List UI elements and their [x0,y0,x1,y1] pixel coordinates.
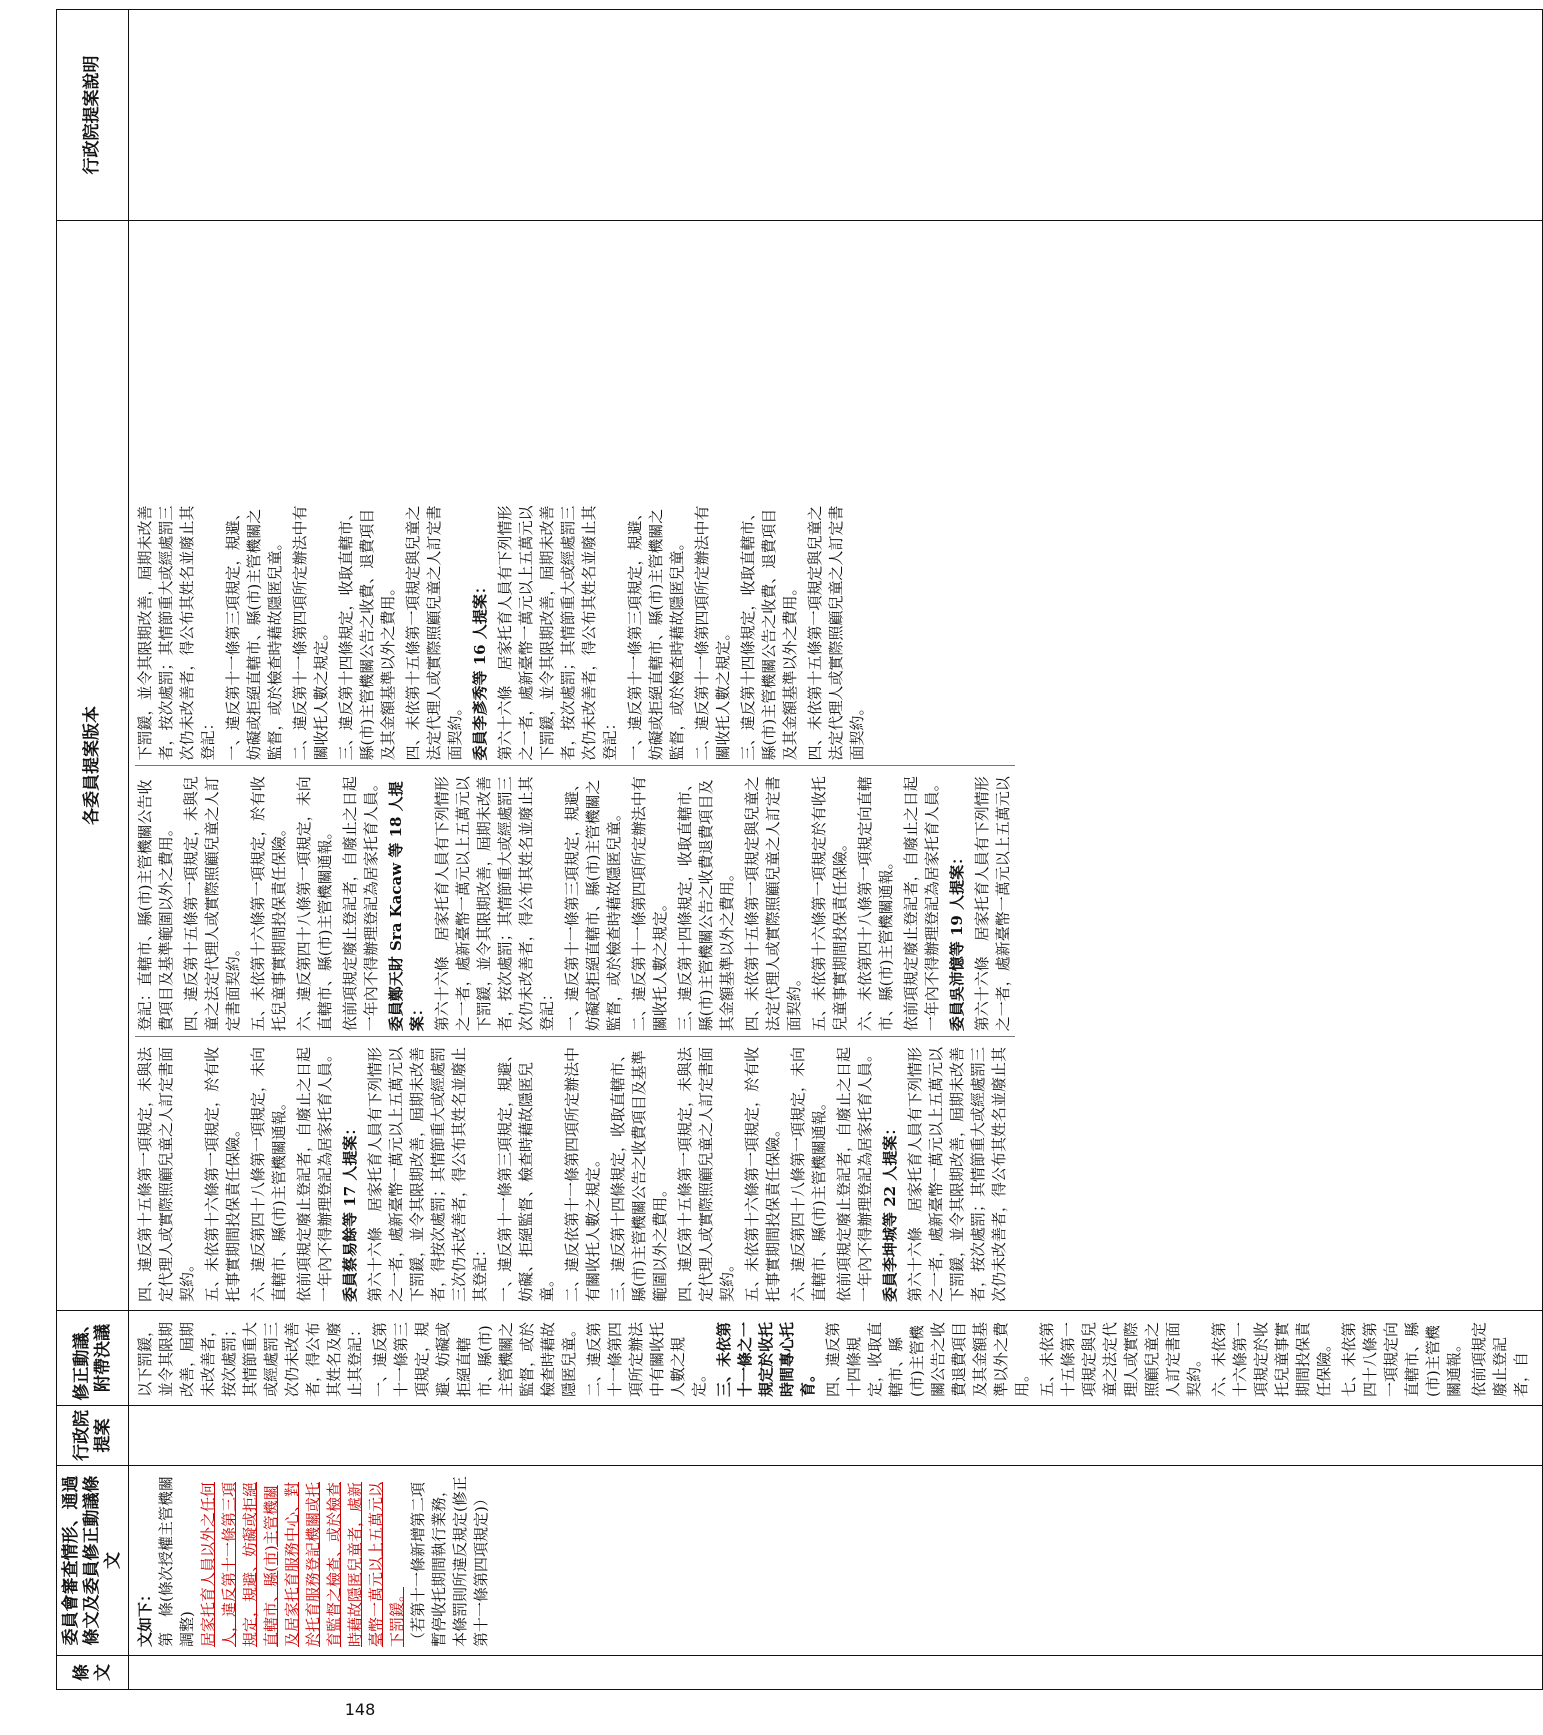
proposal-text: 依前項規定廢止登記者，自廢止之日起一年內不得辦理登記為居家托育人員。 [902,776,941,1032]
proposal-heading: 委員吳沛憶等 19 人提案： [948,849,966,1032]
proposal-text: 六、違反第四十八條第一項規定，未向直轄市、縣(市)主管機關通報。 [249,1046,288,1302]
proposal-text: 六、未依第四十八條第一項規定向直轄市、縣(市)主管機關通報。 [856,776,895,1032]
proposal-text: 五、未依第十六條第一項規定，於有收托事實期間投保責任保險。 [743,1046,782,1302]
proposal-text: 四、違反第十五條第一項規定，未與法定代理人或實際照顧兒童之人訂定書面契約。 [136,1046,196,1302]
proposal-text: 第六十六條 居家托育人員有下列情形之一者，處新臺幣一萬元以上五萬元以下罰鍰，並令其限期改善，屆期未改善者，按次處罰；其情節重大或經處罰三次仍未改善者，得公布其姓名並廢止其登記： [496,505,619,761]
motion-list [135,1319,1532,1397]
committee-amended-text: 居家托育人員以外之任何人，違反第十一條第三項規定，規避、妨礙或拒絕直轄市、縣(市)主管機關及居家托育服務中心、對於托育服務登記機關或托育監督之檢查、或於檢查時藉故隱匿兒童者，處新臺幣一萬元以上五萬元以下罰鍰。 [199,1481,406,1647]
motion-item: 一、違反第十一條第三項規定，規避、妨礙或拒絕直轄市、縣(市)主管機關之監督，或於檢查時藉故隱匿兒童。 [371,1321,578,1397]
header-explanation: 行政院提案說明 [57,10,129,221]
header-article: 條文 [57,1656,129,1690]
proposal-text: 四、違反第十五條第一項規定，未與兒童之法定代理人或實際照顧兒童之人訂定書面契約。 [182,776,242,1032]
proposal-text: 四、未依第十五條第一項規定與兒童之法定代理人或實際照顧兒童之人訂定書面契約。 [404,505,464,761]
committee-note: （若第十一條新增第二項暫停收托期間執行業務，本條罰則所違反規定(修正第十一條第四項規定)） [409,1476,490,1647]
motion-item: 四、違反第十四條規定，收取直轄市、縣(市)主管機關公告之收費退費項目及其金額基準以外之費用。 [824,1321,1031,1397]
proposal-text: 五、未依第十六條第一項規定，於有收托兒童事實期間投保責任保險。 [249,776,288,1032]
header-committee: 委員會審查情形、通過條文及委員修正動議條文 [57,1466,129,1656]
proposal-heading: 委員鄭天財 Sra Kacaw 等 18 人提案： [387,781,426,1032]
proposal-text: 三、違反第十四條規定，收取直轄市、縣(市)主管機關公告之收費、退費項目及其金額基準以外之費用。 [337,505,397,761]
proposal-text: 第六十六條 居家托育人員有下列情形之一者，處新臺幣一萬元以上五萬元以下罰鍰，並令其限期改善，屆期未改善者，按次處罰；其情節重大或經處罰三次仍未改善者，得公布其姓名並廢止其登記： [136,505,1012,1032]
header-proposals: 各委員提案版本 [57,221,129,1311]
motion-item: 二、違反第十一條第四項所定辦法中有關收托人數之規定。 [585,1321,708,1397]
proposal-heading: 委員蔡易餘等 17 人提案： [341,1120,359,1302]
cell-executive [129,1406,1543,1466]
motion-item: 七、未依第四十八條第一項規定向直轄市、縣(市)主管機關通報。 [1340,1321,1463,1397]
proposal-text: 三、違反第十四條規定，收取直轄市、縣(市)主管機關公告之收費、退費項目及其金額基準以外之費用。 [739,505,799,761]
motion-item: 六、未依第十六條第一項規定於收托兒童事實期間投保責任保險。 [1210,1321,1333,1397]
motion-item: 五、未依第十五條第一項規定與兒童之法定代理人或實際照顧兒童之人訂定書面契約。 [1038,1321,1203,1397]
proposal-text: 二、違反第十一條第四項所定辦法中有關收托人數之規定。 [291,505,330,761]
proposal-text: 二、違反第十一條第四項所定辦法中有關收托人數之規定。 [693,505,732,761]
proposal-text: 四、未依第十五條第一項規定與兒童之法定代理人或實際照顧兒童之人訂定書面契約。 [743,776,803,1032]
proposal-text: 第六十六條 居家托育人員有下列情形之一者，處新臺幣一萬元以上五萬元以下罰鍰，並令其限期改善，屆期未改善者，按次處罰；其情節重大或經處罰三次仍未改善者，得公布其姓名並廢止其登記： [433,776,556,1032]
committee-lead: 第 條(條次授權主管機關調整) [157,1476,196,1647]
proposal-text: 依前項規定廢止登記者，自廢止之日起一年內不得辦理登記為居家托育人員。 [341,776,380,1032]
proposal-text: 依前項規定廢止登記者，自廢止之日起一年內不得辦理登記為居家托育人員。 [295,1046,334,1302]
proposal-text: 第六十六條 居家托育人員有下列情形之一者，處新臺幣一萬元以上五萬元以下罰鍰，並令其限期改善，屆期未改善者，得按次處罰；其情節重大或經處罰三次仍未改善者，得公布其姓名並廢止其登記： [366,1046,489,1302]
rotated-comparison-table [56,10,1530,1690]
proposal-text: 二、違反依第十一條第四項所定辦法中有關收托人數之規定。 [563,1046,602,1302]
proposal-text: 一、違反第十一條第三項規定，規避、妨礙或拒絕直轄市、縣(市)主管機關之監督，或於檢查時藉故隱匿兒童。 [224,505,284,761]
motion-item: 依前項規定廢止登記者，自 [1470,1321,1530,1397]
proposal-text: 六、違反第四十八條第一項規定，未向直轄市、縣(市)主管機關通報。 [789,1046,828,1302]
proposal-text: 一、違反第十一條第三項規定，規避、妨礙、拒絕監督、檢查時藉故隱匿兒童。 [496,1046,556,1302]
header-executive: 行政院提案 [57,1406,129,1466]
cell-motion [129,1311,1543,1406]
motion-item: 三、未依第十一條之一規定於收托時間專心托育。 [715,1321,817,1397]
proposal-body [135,229,1015,1302]
content-row [129,10,1543,1690]
proposal-heading: 委員李坤城等 22 人提案： [881,1120,899,1302]
proposal-text: 四、未依第十五條第一項規定與兒童之法定代理人或實際照顧兒童之人訂定書面契約。 [806,505,866,761]
comparison-table [56,9,1543,1690]
cell-article [129,1656,1543,1690]
proposal-heading: 委員李彥秀等 16 人提案： [471,579,489,761]
proposal-text: 依前項規定廢止登記者，自廢止之日起一年內不得辦理登記為居家托育人員。 [835,1046,874,1302]
proposal-text: 三、違反第十四條規定，收取直轄市、縣(市)主管機關公告之收費項目及基準範圍以外之費用。 [609,1046,669,1302]
proposal-text: 第六十六條 居家托育人員有下列情形之一者，處新臺幣一萬元以上五萬元以下罰鍰，並令其限期改善，屆期未改善者，按次處罰；其情節重大或經處罰三次仍未改善者，得公布其姓名並廢止其登記：直轄市、縣(市)主管機關公告收費項目及基準範圍以外之費用。 [136,779,1008,1302]
proposal-text: 二、違反第十一條第四項所定辦法中有關收托人數之規定。 [630,776,669,1032]
header-motion: 修正動議、附帶決議 [57,1311,129,1406]
cell-committee [129,1466,1543,1656]
page-number: 148 [344,1700,376,1719]
motion-item: 以下罰鍰，並令其限期改善，屆期未改善者，按次處罰；其情節重大或經處罰三次仍未改善者，得公布其姓名及廢止其登記： [136,1321,364,1397]
proposal-text: 六、違反第四十八條第一項規定，未向直轄市、縣(市)主管機關通報。 [295,776,334,1032]
cell-proposals [129,221,1543,1311]
proposal-text: 四、違反第十五條第一項規定，未與法定代理人或實際照顧兒童之人訂定書面契約。 [676,1046,736,1302]
proposal-text: 三、違反第十四條規定，收取直轄市、縣(市)主管機關公告之收費退費項目及其金額基準以外之費用。 [676,776,736,1032]
proposal-text: 一、違反第十一條第三項規定，規避、妨礙或拒絕直轄市、縣(市)主管機關之監督，或於檢查時藉故隱匿兒童。 [563,776,623,1032]
proposal-text: 五、未依第十六條第一項規定於有收托兒童事實期間投保責任保險。 [810,776,849,1032]
proposal-text: 一、違反第十一條第三項規定，規避、妨礙或拒絕直轄市、縣(市)主管機關之監督，或於檢查時藉故隱匿兒童。 [626,505,686,761]
committee-intro: 文如下： [136,1586,154,1647]
header-row [57,10,129,1690]
proposal-text: 五、未依第十六條第一項規定，於有收托事實期間投保責任保險。 [203,1046,242,1302]
cell-explanation [129,10,1543,221]
